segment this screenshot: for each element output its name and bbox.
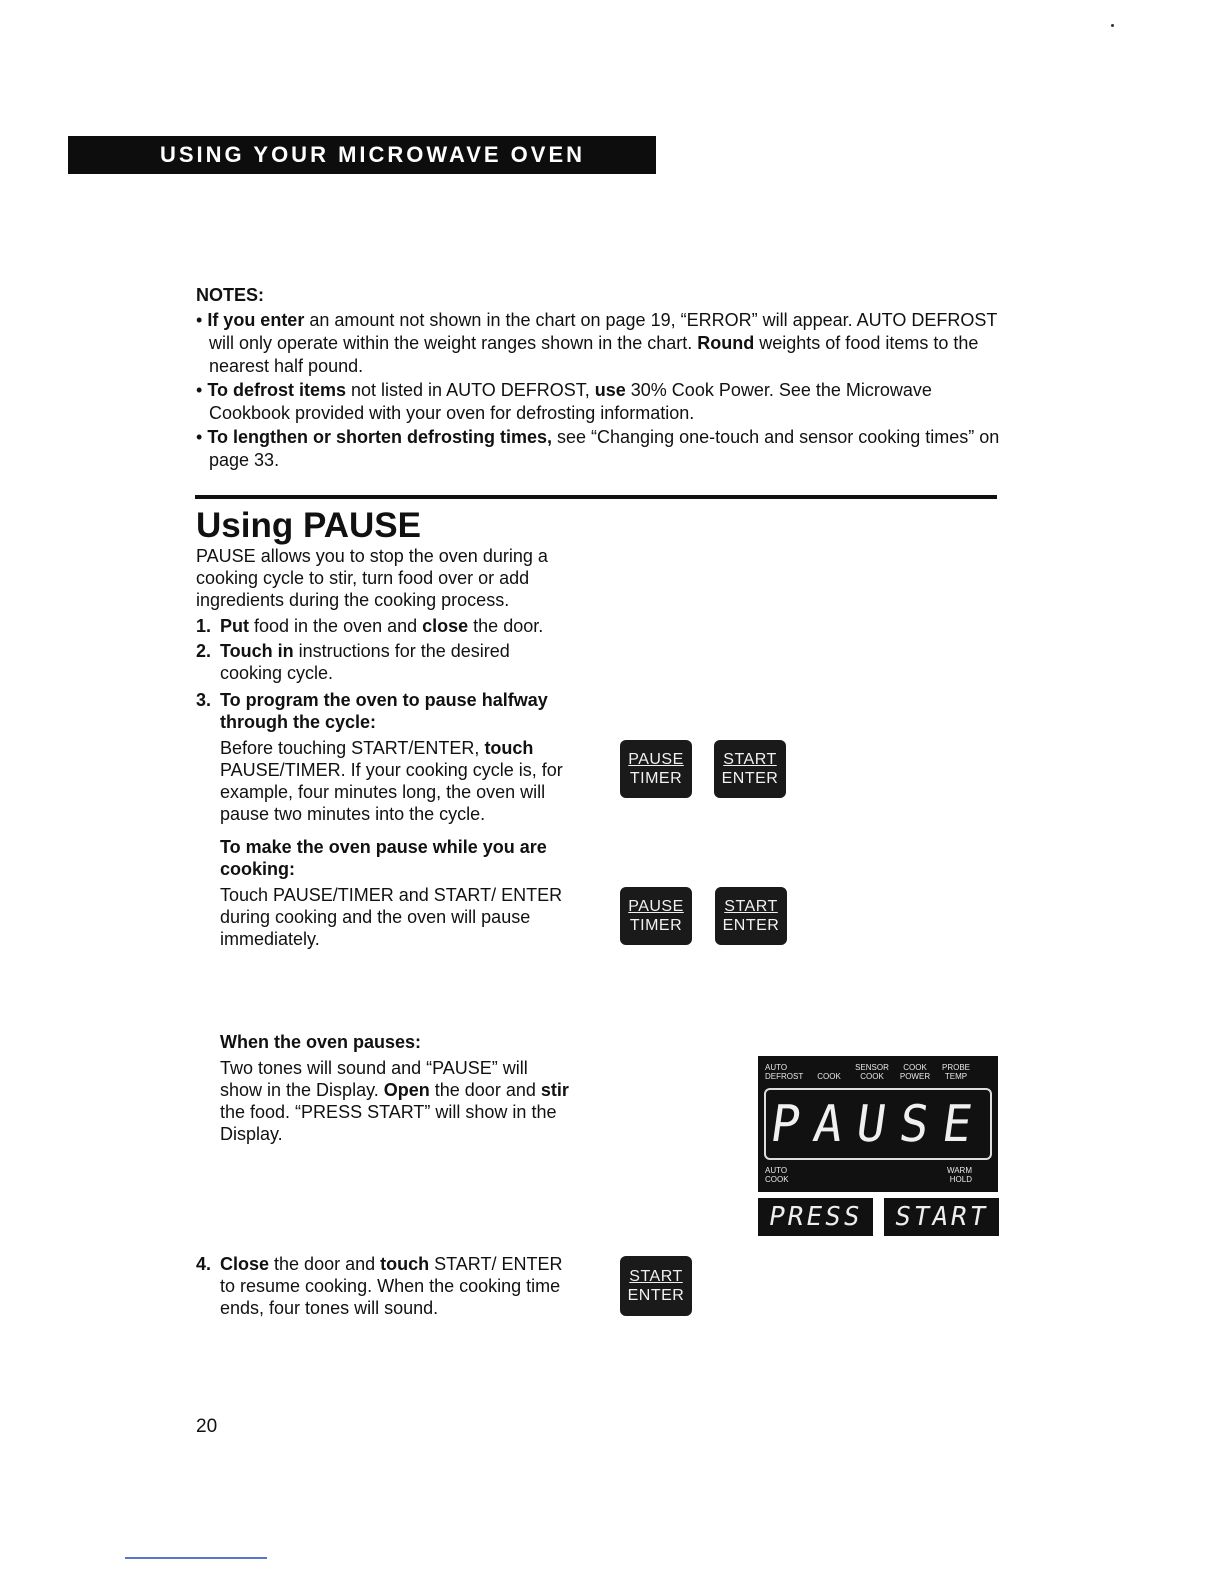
notes-title: NOTES: [196, 285, 265, 305]
step-3-heading-2: To make the oven pause while you are cooking: [220, 837, 547, 879]
step-4-bold: Close [220, 1254, 270, 1274]
note-lead: If you enter [207, 310, 305, 330]
section-divider [195, 495, 997, 499]
note-item: • To lengthen or shorten defrosting times, see “Changing one-touch and sensor cooking times” on page 33. [196, 427, 1000, 470]
step-3-heading-3: When the oven pauses: [220, 1032, 422, 1052]
step-2-bold: Touch in [220, 641, 294, 661]
display-screen [764, 1088, 992, 1160]
oven-display [758, 1056, 998, 1192]
step-1-bold: Put [220, 616, 249, 636]
note-text: not listed in AUTO DEFROST, [346, 380, 595, 400]
indicator-auto-cook: AUTO COOK [765, 1166, 789, 1184]
indicator-cook-power: COOK POWER [899, 1063, 931, 1081]
step-number: 3. [196, 690, 212, 710]
start-key-top: START [629, 1268, 683, 1285]
note-text2: weights of food items to the nearest half pound. [209, 333, 979, 376]
note-lead2: Round [697, 333, 755, 353]
scan-dot [1111, 24, 1114, 27]
step-3-paragraph-3 [220, 1057, 570, 1145]
section-intro: PAUSE allows you to stop the oven during a cooking cycle to stir, turn food over or add ingredients during the cooking process. [196, 546, 548, 610]
p3c: the door and [429, 1080, 541, 1100]
start-enter-key [715, 887, 787, 945]
pause-key-bottom: TIMER [629, 770, 683, 787]
start-key-top: START [724, 898, 778, 915]
p1b: touch [484, 738, 534, 758]
step-number: 4. [196, 1254, 212, 1274]
step-3-paragraph-2: Touch PAUSE/TIMER and START/ ENTER during cooking and the oven will pause immediately. [220, 885, 563, 949]
notes-block [196, 284, 1006, 473]
step-3-heading: To program the oven to pause halfway through the cycle: [220, 690, 548, 732]
p1a: Before touching START/ENTER, [220, 738, 485, 758]
note-lead2: use [594, 380, 626, 400]
section-title: Using PAUSE [196, 506, 421, 545]
start-enter-key [620, 1256, 692, 1316]
step-1-t2: the door. [468, 616, 544, 636]
step-2-text [220, 640, 550, 684]
step-4-bold2: touch [380, 1254, 430, 1274]
start-key-bottom: ENTER [722, 917, 780, 934]
indicator-warm-hold: WARM HOLD [946, 1166, 972, 1184]
p3e: the food. “PRESS START” will show in the Display. [220, 1102, 557, 1144]
footer-rule [125, 1557, 267, 1559]
pause-key-top: PAUSE [628, 751, 684, 768]
section-banner: USING YOUR MICROWAVE OVEN [68, 136, 656, 174]
indicator-probe-temp: PROBE TEMP [941, 1063, 970, 1081]
p3b: Open [383, 1080, 430, 1100]
note-text: see “Changing one-touch and sensor cooking times” on page 33. [209, 427, 1000, 470]
lcd-start-text: START [892, 1202, 991, 1232]
lcd-press-text: PRESS [766, 1202, 865, 1232]
note-lead: To lengthen or shorten defrosting times, [207, 427, 552, 447]
note-text: an amount not shown in the chart on page 19, “ERROR” will appear. AUTO DEFROST will only operate within the weight ranges shown in the chart. [209, 310, 997, 353]
step-4-t1: the door and [269, 1254, 381, 1274]
display-main-readout: PAUSE [766, 1094, 990, 1154]
indicator-sensor-cook: SENSOR COOK [855, 1063, 889, 1081]
step-number: 1. [196, 616, 212, 636]
pause-timer-key [620, 887, 692, 945]
step-2-t1: instructions for the desired cooking cycle. [220, 641, 510, 683]
pause-key-top: PAUSE [628, 898, 684, 915]
pause-key-bottom: TIMER [629, 917, 683, 934]
step-1-t1: food in the oven and [249, 616, 423, 636]
pause-timer-key [620, 740, 692, 798]
start-key-top: START [723, 751, 777, 768]
step-number: 2. [196, 641, 212, 661]
start-enter-key [714, 740, 786, 798]
indicator-cook: COOK [817, 1072, 841, 1081]
p3a: Two tones will sound and “PAUSE” will show in the Display. [220, 1058, 528, 1100]
lcd-press [758, 1198, 873, 1236]
step-1-bold2: close [422, 616, 469, 636]
step-4-t2: START/ ENTER to resume cooking. When the cooking time ends, four tones will sound. [220, 1254, 563, 1318]
note-lead: To defrost items [207, 380, 346, 400]
p1c: PAUSE/TIMER. If your cooking cycle is, for example, four minutes long, the oven will pause two minutes into the cycle. [220, 760, 563, 824]
note-item: • If you enter an amount not shown in the chart on page 19, “ERROR” will appear. AUTO DEFROST will only operate within the weight ranges shown in the chart. Round weights of food items to the nearest half pound. [196, 310, 997, 376]
note-item: • To defrost items not listed in AUTO DEFROST, use 30% Cook Power. See the Microwave Cookbook provided with your oven for defrosting information. [196, 380, 932, 423]
indicator-auto-defrost: AUTO DEFROST [765, 1063, 804, 1081]
note-text2: 30% Cook Power. See the Microwave Cookbook provided with your oven for defrosting information. [209, 380, 932, 423]
start-key-bottom: ENTER [721, 770, 779, 787]
step-4-text [220, 1253, 580, 1319]
page-number: 20 [196, 1416, 218, 1437]
step-1-text [220, 615, 590, 637]
step-3-paragraph-1 [220, 737, 570, 825]
lcd-start [884, 1198, 999, 1236]
start-key-bottom: ENTER [627, 1287, 685, 1304]
p3d: stir [540, 1080, 569, 1100]
